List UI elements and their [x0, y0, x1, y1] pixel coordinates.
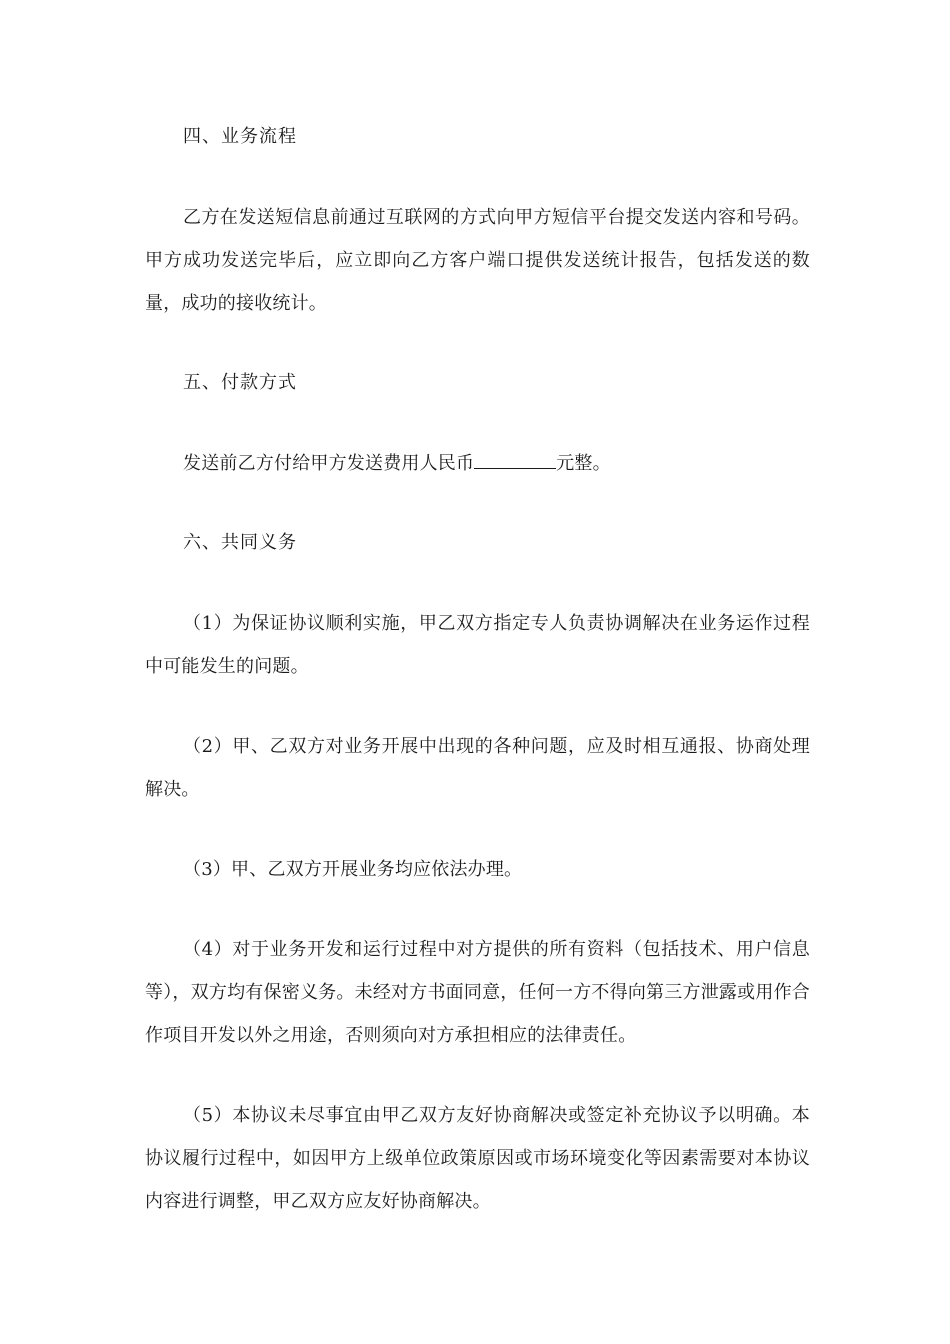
- amount-blank-line: [474, 450, 556, 469]
- payment-text-before: 发送前乙方付给甲方发送费用人民币: [183, 453, 475, 474]
- obligation-item-1: （1）为保证协议顺利实施，甲乙双方指定专人负责协调解决在业务运作过程中可能发生的问题。: [145, 613, 810, 677]
- document-body: [145, 116, 810, 1260]
- section-heading-payment-method: 五、付款方式: [183, 372, 297, 393]
- section-heading-business-process: 四、业务流程: [183, 126, 297, 147]
- obligation-item-4: （4）对于业务开发和运行过程中对方提供的所有资料（包括技术、用户信息等），双方均有保密义务。未经对方书面同意，任何一方不得向第三方泄露或用作合作项目开发以外之用途，否则须向对方承担相应的法律责任。: [145, 939, 810, 1046]
- business-process-paragraph: 乙方在发送短信息前通过互联网的方式向甲方短信平台提交发送内容和号码。甲方成功发送完毕后，应立即向乙方客户端口提供发送统计报告，包括发送的数量，成功的接收统计。: [145, 207, 810, 314]
- obligation-item-5: （5）本协议未尽事宜由甲乙双方友好协商解决或签定补充协议予以明确。本协议履行过程中，如因甲方上级单位政策原因或市场环境变化等因素需要对本协议内容进行调整，甲乙双方应友好协商解决。: [145, 1105, 810, 1212]
- section-heading-joint-obligations: 六、共同义务: [183, 532, 297, 553]
- payment-paragraph: [145, 442, 810, 485]
- payment-text-after: 元整。: [556, 453, 611, 474]
- obligation-item-3: （3）甲、乙双方开展业务均应依法办理。: [183, 859, 523, 880]
- obligation-item-2: （2）甲、乙双方对业务开展中出现的各种问题，应及时相互通报、协商处理解决。: [145, 736, 810, 800]
